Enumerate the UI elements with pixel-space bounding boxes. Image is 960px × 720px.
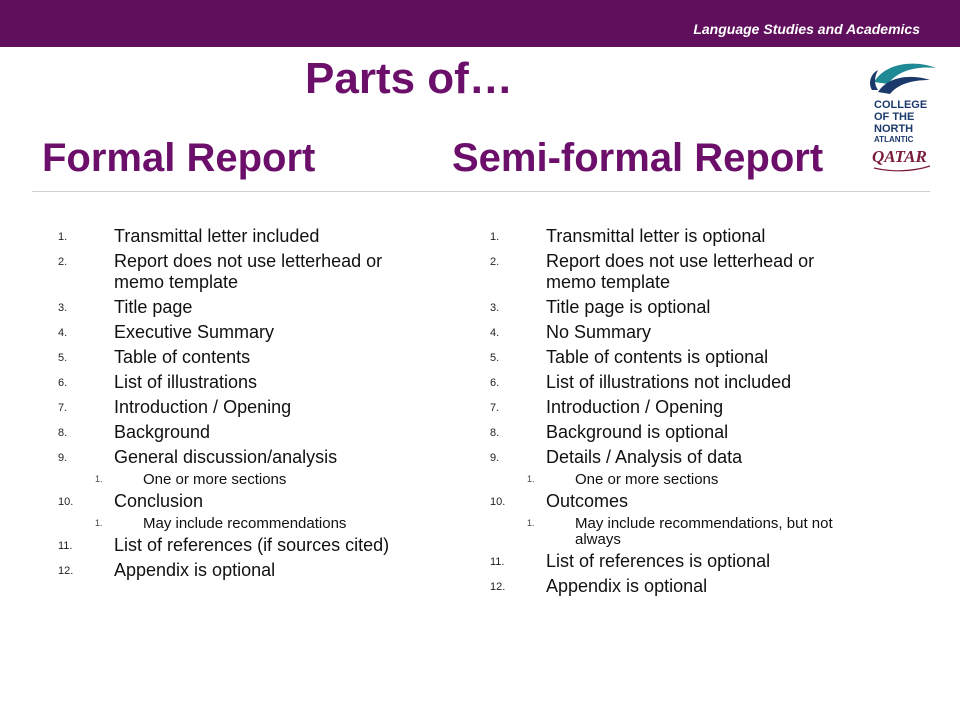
formal-report-list [58, 226, 408, 585]
list-item-text: Title page [114, 297, 193, 317]
list-number: 8. [58, 427, 68, 439]
list-item [490, 551, 850, 572]
list-item-text: Appendix is optional [546, 576, 708, 596]
list-number: 10. [490, 496, 506, 508]
list-item [58, 447, 408, 468]
logo-text: COLLEGE [874, 99, 928, 111]
list-item-text: No Summary [546, 322, 652, 342]
list-item [490, 297, 850, 318]
list-item [490, 397, 850, 418]
header-tagline: Language Studies and Academics [693, 21, 920, 37]
list-item [58, 226, 408, 247]
sub-list-number: 1. [527, 474, 535, 484]
list-item [58, 347, 408, 368]
list-item [58, 535, 408, 556]
sub-list-number: 1. [95, 474, 103, 484]
list-item [490, 447, 850, 468]
list-number: 11. [58, 540, 73, 552]
list-item-text: Background [114, 422, 211, 442]
logo-text: NORTH [874, 123, 914, 135]
list-number: 3. [490, 302, 500, 314]
sub-list-number: 1. [95, 518, 103, 528]
list-item-text: Background is optional [546, 422, 729, 442]
list-item [490, 422, 850, 443]
list-number: 2. [490, 256, 500, 268]
list-number: 12. [58, 565, 74, 577]
list-item-text: Executive Summary [114, 322, 275, 342]
list-number: 7. [490, 402, 500, 414]
list-item-text: Outcomes [546, 491, 629, 511]
list-item [490, 251, 850, 293]
list-item [58, 422, 408, 443]
list-item [58, 297, 408, 318]
list-item [58, 372, 408, 393]
list-item-text: Introduction / Opening [546, 397, 724, 417]
list-number: 9. [490, 452, 500, 464]
list-item-text: Title page is optional [546, 297, 711, 317]
list-number: 9. [58, 452, 68, 464]
list-number: 4. [490, 327, 500, 339]
title-divider [32, 191, 930, 192]
list-item-text: List of illustrations [114, 372, 258, 392]
slide-title: Parts of… [305, 54, 513, 103]
sub-list-item [58, 472, 408, 488]
list-number: 4. [58, 327, 68, 339]
list-number: 6. [490, 377, 500, 389]
list-item [490, 491, 850, 512]
list-number: 8. [490, 427, 500, 439]
list-number: 1. [58, 231, 68, 243]
list-number: 10. [58, 496, 74, 508]
list-item [490, 226, 850, 247]
logo-text: OF THE [874, 111, 915, 123]
list-number: 7. [58, 402, 68, 414]
logo-text: ATLANTIC [874, 135, 914, 144]
list-item-text: Transmittal letter is optional [546, 226, 766, 246]
sub-list-number: 1. [527, 518, 535, 528]
list-item-text: Introduction / Opening [114, 397, 292, 417]
list-item-text: Conclusion [114, 491, 204, 511]
logo-text: QATAR [872, 147, 927, 166]
list-item-text: List of references (if sources cited) [114, 535, 390, 555]
list-item [490, 322, 850, 343]
list-item-text: Table of contents is optional [546, 347, 769, 367]
list-item-text: Transmittal letter included [114, 226, 320, 246]
list-item-text: Appendix is optional [114, 560, 276, 580]
list-item-text: Details / Analysis of data [546, 447, 743, 467]
list-number: 5. [58, 352, 68, 364]
list-item-text: General discussion/analysis [114, 447, 338, 467]
list-item [58, 251, 408, 293]
sub-list-item-text: One or more sections [575, 471, 719, 488]
list-item-text: Table of contents [114, 347, 251, 367]
list-item-text: List of illustrations not included [546, 372, 792, 392]
list-item [490, 576, 850, 597]
list-item-text: Report does not use letterhead or memo template [114, 251, 383, 292]
sub-list-item-text: May include recommendations, but not always [575, 515, 833, 548]
list-number: 6. [58, 377, 68, 389]
semi-formal-report-heading: Semi-formal Report [452, 136, 824, 180]
semi-formal-report-list [490, 226, 850, 601]
list-item-text: List of references is optional [546, 551, 771, 571]
formal-report-heading: Formal Report [42, 136, 316, 180]
sub-list-item [58, 516, 408, 532]
sub-list-item [490, 516, 850, 548]
sub-list-item-text: May include recommendations [143, 515, 347, 532]
list-item [490, 347, 850, 368]
list-item [58, 397, 408, 418]
list-item-text: Report does not use letterhead or memo template [546, 251, 815, 292]
sub-list-item [490, 472, 850, 488]
list-item [490, 372, 850, 393]
list-item [58, 491, 408, 512]
list-number: 2. [58, 256, 68, 268]
list-item [58, 560, 408, 581]
sub-list-item-text: One or more sections [143, 471, 287, 488]
list-item [58, 322, 408, 343]
list-number: 12. [490, 581, 506, 593]
list-number: 3. [58, 302, 68, 314]
list-number: 5. [490, 352, 500, 364]
college-logo-icon [864, 60, 942, 180]
list-number: 11. [490, 556, 505, 568]
list-number: 1. [490, 231, 500, 243]
